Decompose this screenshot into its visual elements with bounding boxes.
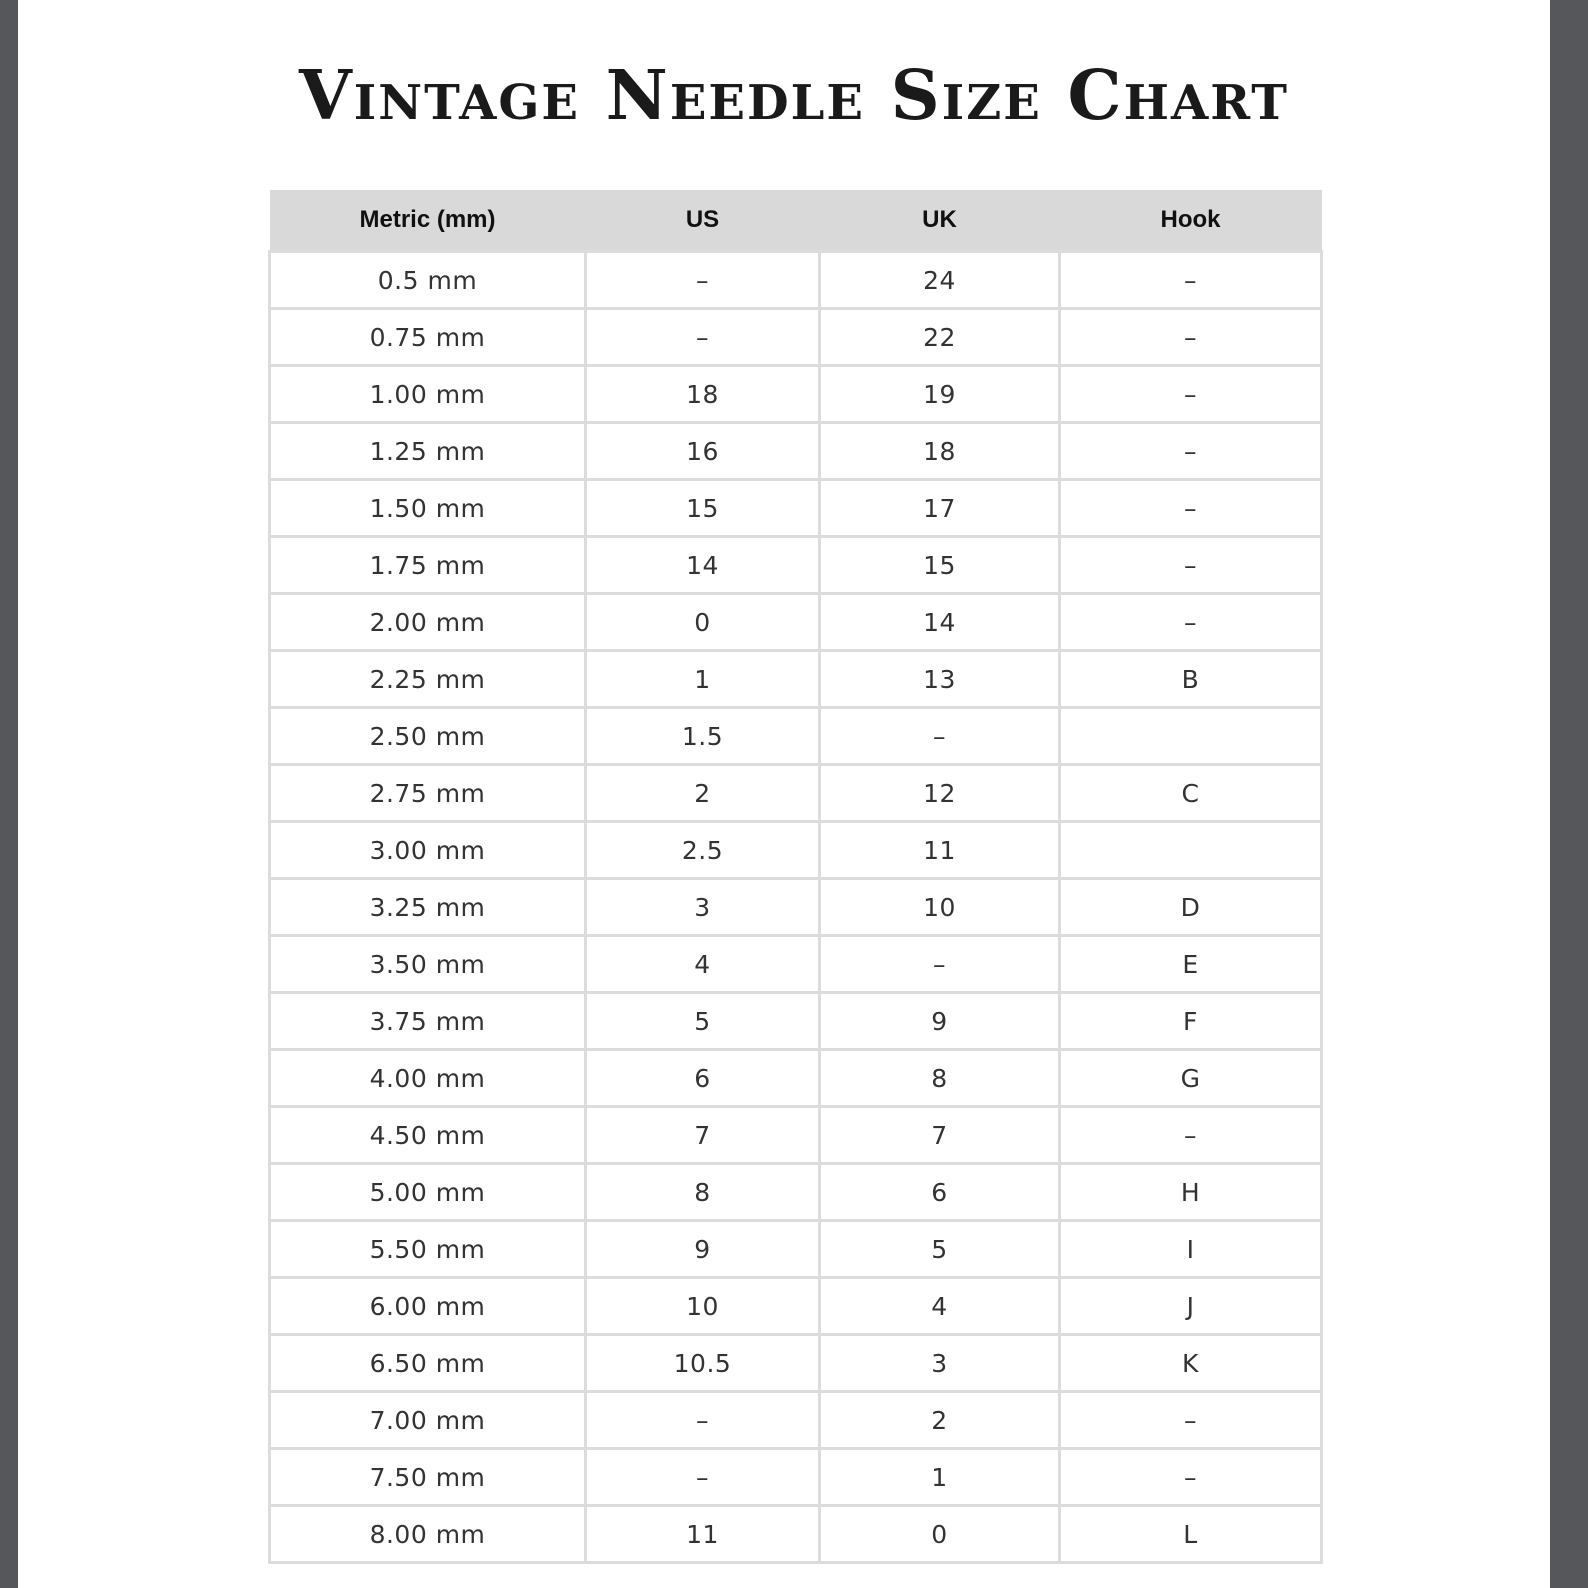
metric-cell: 5.50 mm [270, 1221, 586, 1278]
uk-cell: – [820, 708, 1060, 765]
uk-cell: 11 [820, 822, 1060, 879]
us-cell: 15 [586, 480, 820, 537]
uk-cell: 4 [820, 1278, 1060, 1335]
table-row [270, 1278, 1322, 1335]
metric-cell: 0.75 mm [270, 309, 586, 366]
us-cell: 9 [586, 1221, 820, 1278]
metric-cell: 1.25 mm [270, 423, 586, 480]
uk-cell: 7 [820, 1107, 1060, 1164]
uk-cell: 0 [820, 1506, 1060, 1563]
us-cell: 14 [586, 537, 820, 594]
table-row [270, 366, 1322, 423]
hook-cell [1060, 708, 1322, 765]
table-row [270, 1164, 1322, 1221]
uk-cell: 9 [820, 993, 1060, 1050]
metric-cell: 1.00 mm [270, 366, 586, 423]
table-body [270, 252, 1322, 1563]
metric-cell: 5.00 mm [270, 1164, 586, 1221]
us-cell: 11 [586, 1506, 820, 1563]
metric-cell: 3.25 mm [270, 879, 586, 936]
table-row [270, 879, 1322, 936]
table-row [270, 537, 1322, 594]
hook-cell: K [1060, 1335, 1322, 1392]
hook-cell: D [1060, 879, 1322, 936]
metric-cell: 2.25 mm [270, 651, 586, 708]
header-hook: Hook [1060, 190, 1322, 252]
table-row [270, 1392, 1322, 1449]
hook-cell: E [1060, 936, 1322, 993]
us-cell: 0 [586, 594, 820, 651]
hook-cell: – [1060, 309, 1322, 366]
us-cell: 1.5 [586, 708, 820, 765]
hook-cell: B [1060, 651, 1322, 708]
metric-cell: 3.50 mm [270, 936, 586, 993]
metric-cell: 6.50 mm [270, 1335, 586, 1392]
us-cell: 4 [586, 936, 820, 993]
uk-cell: 22 [820, 309, 1060, 366]
hook-cell: – [1060, 1392, 1322, 1449]
uk-cell: 18 [820, 423, 1060, 480]
hook-cell: C [1060, 765, 1322, 822]
table-row [270, 993, 1322, 1050]
table-row [270, 1335, 1322, 1392]
uk-cell: 10 [820, 879, 1060, 936]
metric-cell: 1.75 mm [270, 537, 586, 594]
metric-cell: 1.50 mm [270, 480, 586, 537]
us-cell: – [586, 252, 820, 309]
table-row [270, 765, 1322, 822]
us-cell: 2 [586, 765, 820, 822]
table-row [270, 1107, 1322, 1164]
header-us: US [586, 190, 820, 252]
table-row [270, 936, 1322, 993]
table-row [270, 423, 1322, 480]
us-cell: 10 [586, 1278, 820, 1335]
size-chart-table [268, 190, 1323, 1564]
hook-cell: – [1060, 423, 1322, 480]
metric-cell: 8.00 mm [270, 1506, 586, 1563]
uk-cell: 3 [820, 1335, 1060, 1392]
uk-cell: 12 [820, 765, 1060, 822]
metric-cell: 7.50 mm [270, 1449, 586, 1506]
uk-cell: 8 [820, 1050, 1060, 1107]
metric-cell: 2.75 mm [270, 765, 586, 822]
metric-cell: 3.00 mm [270, 822, 586, 879]
hook-cell: H [1060, 1164, 1322, 1221]
hook-cell: F [1060, 993, 1322, 1050]
us-cell: – [586, 309, 820, 366]
us-cell: 2.5 [586, 822, 820, 879]
hook-cell: – [1060, 366, 1322, 423]
uk-cell: 5 [820, 1221, 1060, 1278]
table-row [270, 309, 1322, 366]
table-row [270, 594, 1322, 651]
us-cell: – [586, 1392, 820, 1449]
us-cell: 8 [586, 1164, 820, 1221]
header-row [270, 190, 1322, 252]
uk-cell: 1 [820, 1449, 1060, 1506]
page-title: Vintage Needle Size Chart [299, 56, 1289, 136]
table-row [270, 1050, 1322, 1107]
header-uk: UK [820, 190, 1060, 252]
table-row [270, 480, 1322, 537]
metric-cell: 4.00 mm [270, 1050, 586, 1107]
table-row [270, 822, 1322, 879]
uk-cell: 2 [820, 1392, 1060, 1449]
table-row [270, 1221, 1322, 1278]
header-metric: Metric (mm) [270, 190, 586, 252]
us-cell: 16 [586, 423, 820, 480]
metric-cell: 6.00 mm [270, 1278, 586, 1335]
uk-cell: 17 [820, 480, 1060, 537]
uk-cell: 15 [820, 537, 1060, 594]
hook-cell: – [1060, 480, 1322, 537]
us-cell: 7 [586, 1107, 820, 1164]
uk-cell: 13 [820, 651, 1060, 708]
uk-cell: – [820, 936, 1060, 993]
uk-cell: 24 [820, 252, 1060, 309]
metric-cell: 2.00 mm [270, 594, 586, 651]
us-cell: 3 [586, 879, 820, 936]
table-row [270, 1506, 1322, 1563]
table-row [270, 651, 1322, 708]
table-row [270, 708, 1322, 765]
hook-cell [1060, 822, 1322, 879]
hook-cell: – [1060, 1107, 1322, 1164]
uk-cell: 19 [820, 366, 1060, 423]
us-cell: – [586, 1449, 820, 1506]
table-row [270, 252, 1322, 309]
metric-cell: 3.75 mm [270, 993, 586, 1050]
hook-cell: G [1060, 1050, 1322, 1107]
hook-cell: – [1060, 594, 1322, 651]
us-cell: 6 [586, 1050, 820, 1107]
us-cell: 18 [586, 366, 820, 423]
hook-cell: L [1060, 1506, 1322, 1563]
hook-cell: – [1060, 1449, 1322, 1506]
us-cell: 5 [586, 993, 820, 1050]
metric-cell: 0.5 mm [270, 252, 586, 309]
metric-cell: 4.50 mm [270, 1107, 586, 1164]
hook-cell: J [1060, 1278, 1322, 1335]
hook-cell: – [1060, 252, 1322, 309]
hook-cell: – [1060, 537, 1322, 594]
metric-cell: 7.00 mm [270, 1392, 586, 1449]
uk-cell: 14 [820, 594, 1060, 651]
metric-cell: 2.50 mm [270, 708, 586, 765]
uk-cell: 6 [820, 1164, 1060, 1221]
us-cell: 10.5 [586, 1335, 820, 1392]
table-row [270, 1449, 1322, 1506]
us-cell: 1 [586, 651, 820, 708]
hook-cell: I [1060, 1221, 1322, 1278]
